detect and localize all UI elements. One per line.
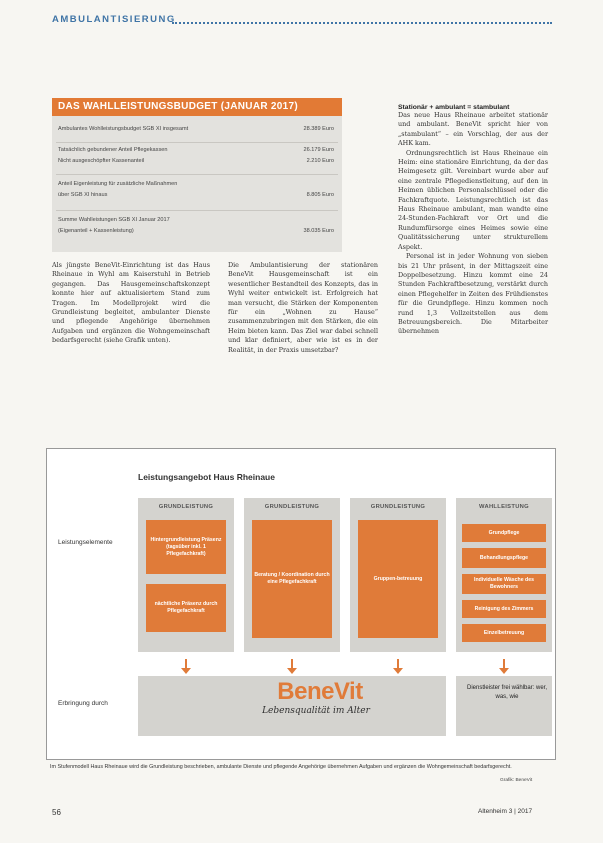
diagram-title: Leistungsangebot Haus Rheinaue [138, 472, 275, 482]
logo-tagline: Lebensqualität im Alter [262, 706, 370, 716]
budget-row: Tatsächlich gebundener Anteil Pflegekassen 26.179 Euro [58, 147, 334, 153]
budget-table [52, 116, 342, 252]
service-item: nächtliche Präsenz durch Pflegefachkraft [146, 584, 226, 632]
service-item: Individuelle Wäsche des Bewohners [462, 574, 546, 594]
budget-row: über SGB XI hinaus 8.805 Euro [58, 192, 334, 198]
budget-row: Summe Wahlleistungen SGB XI Januar 2017 [58, 217, 170, 223]
service-item: Grundpflege [462, 524, 546, 542]
body-column-2: Die Ambulantisierung der stationären BeneVit Hausgemeinschaft ist ein wesentlicher Bestandteil des Konzepts, das in Wyhl weiter entwickelt ist. Erfolgreich hat man versucht, die Stärken der Komponenten für ein „Wohnen zu Hause“ zusammenzubringen mit den Stärken, die ein Heim bieten kann. Das Ziel war dabei schnell und klar definiert, aber wie ist es in der Realität, in der Praxis umsetzbar? [228, 261, 378, 354]
budget-row: (Eigenanteil + Kassenleistung) 38.035 Euro [58, 228, 334, 234]
column-head: GRUNDLEISTUNG [158, 504, 214, 510]
page-number: 56 [52, 808, 61, 817]
row-label-delivery: Erbringung durch [58, 700, 108, 707]
service-item: Behandlungspflege [462, 548, 546, 568]
dotted-rule [172, 22, 552, 24]
row-label-elements: Leistungselemente [58, 539, 113, 546]
body-column-1: Als jüngste BeneVit-Einrichtung ist das Haus Rheinaue in Wyhl am Kaiserstuhl in Betrieb gegangen. Das Hausgemeinschaftskonzept konnte hier auf aktualisiertem Stand zum Tragen. Im Modellprojekt wird die Grundleistung begleitet, ambulanter Dienste und pflegende Angehörige übernehmen Aufgaben und ergänzen die Wohngemeinschaft bedarfsgerecht (siehe Grafik unten). [52, 261, 210, 345]
service-item: Reinigung des Zimmers [462, 600, 546, 618]
arrow-down-icon [185, 659, 187, 669]
benevit-logo: BeneVit [277, 678, 363, 705]
column-head: GRUNDLEISTUNG [264, 504, 320, 510]
column-head: WAHLLEISTUNG [479, 504, 529, 510]
body-column-3: Stationär + ambulant = stambulant Das neue Haus Rheinaue arbeitet stationär und ambulant. BeneVit spricht hier von „stambulant“ – ein Vorschlag, der aus der AHK kam. Ordnungsrechtlich ist Haus Rheinaue ein Heim: eine stationäre Einrichtung, da der das Heimgesetz gilt. Vereinbart wurde aber auf eine zentrale Pflegedienstleitung, auf den in Heimen üblichen Personalschlüssel oder die Fachkraftquote. Leistungsrechtlich ist das Haus Rheinaue ambulant, man wandte eine 24-Stunden-Fachkraft vor Ort und die Rundumfürsorge eines Heimes sowie eine Qualitätssicherung unter strukturellem Aspekt. Personal ist in jeder Wohnung von sieben bis 21 Uhr präsent, in der Mittagszeit eine Doppelbesetzung. Hinzu kommt eine 24 Stunden Fachkraftbesetzung, verstärkt durch einen Pflegehelfer in Zeiten des Frühdienstes für die Grundpflege. Hinzu kommen noch rund 1,3 Vollzeitstellen aus dem Betreuungsbereich. Die Mitarbeiter übernehmen [398, 104, 548, 336]
figure-caption: Im Stufenmodell Haus Rheinaue wird die Grundleistung beschrieben, ambulante Dienste und pflegende Angehörige übernehmen Aufgaben und ergänzen die Wohngemeinschaft bedarfsgerecht. [50, 764, 512, 770]
provider-note: Dienstleister frei wählbar: wer, was, wie [466, 685, 548, 700]
service-item: Hintergrundleistung Präsenz (tagsüber inkl. 1 Pflegefachkraft) [146, 520, 226, 574]
budget-row: Nicht ausgeschöpfter Kassenanteil 2.210 Euro [58, 158, 334, 164]
column-head: GRUNDLEISTUNG [370, 504, 426, 510]
section-label: AMBULANTISIERUNG [52, 14, 176, 25]
budget-row: Ambulantes Wohlleistungsbudget SGB XI insgesamt 28.389 Euro [58, 126, 334, 132]
figure-credit: Grafik: BeneVit [500, 778, 533, 783]
publication-info: Altenheim 3 | 2017 [478, 808, 533, 815]
service-item: Einzelbetreuung [462, 624, 546, 642]
service-item: Gruppen-betreuung [358, 520, 438, 638]
arrow-down-icon [503, 659, 505, 669]
budget-row: Anteil Eigenleistung für zusätzliche Maßnahmen [58, 181, 178, 187]
arrow-down-icon [291, 659, 293, 669]
subheading: Stationär + ambulant = stambulant [398, 104, 510, 111]
budget-title: DAS WAHLLEISTUNGSBUDGET (JANUAR 2017) [52, 98, 342, 116]
arrow-down-icon [397, 659, 399, 669]
service-item: Beratung / Koordination durch eine Pflegefachkraft [252, 520, 332, 638]
